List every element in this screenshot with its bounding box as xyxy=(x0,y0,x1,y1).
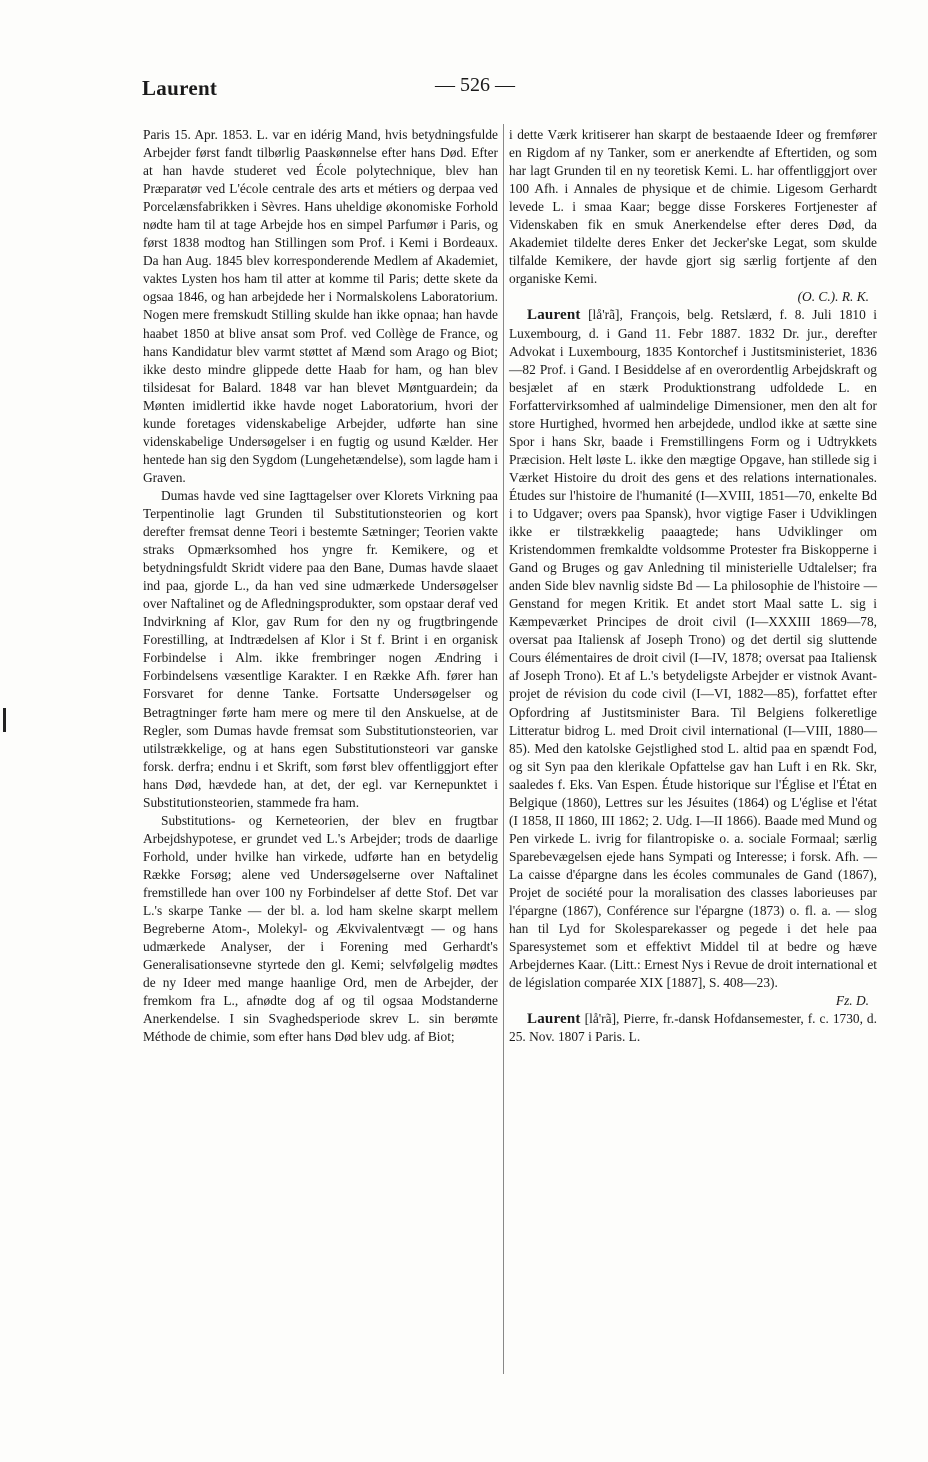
page-header xyxy=(130,68,820,108)
entry-body: [lå'rã], Pierre, fr.-dansk Hofdansemester, f. c. 1730, d. 25. Nov. 1807 i Paris. L. xyxy=(509,1011,877,1045)
paragraph: Paris 15. Apr. 1853. L. var en idérig Mand, hvis betydningsfulde Arbejder først fandt tilbørlig Paaskønnelse efter hans Død. Efter at han havde studeret ved École polytechnique, blev han Præparatør ved L'école centrale des arts et métiers og derpaa ved Porcelænsfabrikken i Sèvres. Hans uheldige økonomiske Forhold nødte ham til at tage Arbejde hos en simpel Parfumør i Paris, og først 1838 modtog han Stillingen som Prof. i Kemi i Bordeaux. Da han Aug. 1845 blev korresponderende Medlem af Akademiet, vaktes Lysten hos ham til atter at komme til Paris; dette skete da ogsaa 1846, og han arbejdede her i Normalskolens Laboratorium. Nogen mere fremskudt Stilling skulde han ikke opnaa; han havde haabet 1850 at blive ansat som Prof. ved Collège de France, og hans Kandidatur blev varmt støttet af Mænd som Arago og Biot; ikke desto mindre glippede dette Haab for ham, og han blev tilsidesat for Balard. 1848 var han blevet Møntguardein; da Mønten imidlertid ikke havde noget Laboratorium, hvori der kunde foretages videnskabelige Arbejder, udførte han sine videnskabelige Undersøgelser i en fugtig og usund Kælder. Her hentede han sig den Sygdom (Lungehetændelse), som lagde ham i Graven. xyxy=(143,127,498,485)
author-signature: Fz. D. xyxy=(835,993,869,1009)
right-column xyxy=(509,126,877,1046)
margin-mark xyxy=(3,708,6,732)
entry-body: [lå'rã], François, belg. Retslærd, f. 8. Juli 1810 i Luxembourg, d. i Gand 11. Febr 1887. 1832 Dr. jur., derefter Advokat i Luxembourg, 1835 Kontorchef i Justitsministeriet, 1836—82 Prof. i Gand. I Besiddelse af en overordentlig Arbejdskraft og besjælet af en stærk Produktionstrang udfoldede L. en Forfattervirksomhed af ualmindelige Dimensioner, men den alt for store Hurtighed, hvormed hen arbejdede, undlod ikke at sætte sine Spor i hans Skr, baade i Fremstillingens Form og i Udtrykkets Præcision. Helt løste L. ikke den mægtige Opgave, han stillede sig i Værket Histoire du droit des gens et des relations internationales. Études sur l'histoire de l'humanité (I—XVIII, 1851—70, enkelte Bd i to Udgaver; overs paa Spansk), hvor vigtige Faser i Udviklingen ikke er tilstrækkelig paaagtede; hans Udviklinger om Kristendommen fremkaldte voldsomme Protester fra Biskopperne i Gand og Bruges og gav Anledning til ministerielle Udtalelser; fra anden Side blev navnlig sidste Bd — La philosophie de l'histoire — Genstand for megen Kritik. Et andet stort Maal satte L. sig i Kæmpeværket Principes de droit civil (I—XXXIII 1869—78, oversat paa Italiensk af Joseph Trono) og det dertil sig sluttende Cours élémentaires de droit civil (I—IV, 1878; oversat paa Italiensk af Joseph Trono). Et af L.'s betydeligste Arbejder er vistnok Avant-projet de révision du code civil (I—VI, 1882—85), forfattet efter Opfordring af Justitsminister Bara. Til Belgiens folkeretlige Litteratur bidrog L. med Droit civil international (I—VIII, 1880—85). Med den katolske Gejstlighed stod L. altid paa en spændt Fod, og sit Syn paa den klerikale Opfattelse gav han Luft i en Rk. Skr, saaledes f. Eks. Van Espen. Étude historique sur l'Église et l'État en Belgique (1860), Lettres sur les Jésuites (1864) og L'église et l'état (I 1858, II 1860, III 1862; 2. Udg. I—II 1866). Baade med Mund og Pen virkede L. ivrig for filantropiske o. a. sociale Formaal; særlig Sparebevægelsen ejede hans Sympati og Interesse; i forsk. Afh. — La caisse d'épargne dans les écoles communales de Gand (1867), Projet de société pour la moralisation des classes laborieuses par l'épargne (1867), Conférence sur l'épargne (1873) o. fl. a. — slog han til Lyd for Skolesparekasser og pegede i det hele paa Sparesystemet som et effektivt Middel til at bedre og hæve Arbejdernes Kaar. (Litt.: Ernest Nys i Revue de droit international et de législation comparée XIX [1887], S. 408—23). xyxy=(509,307,877,991)
entry-headword: Laurent xyxy=(527,1011,581,1028)
paragraph: Substitutions- og Kerneteorien, der blev en frugtbar Arbejdshypotese, er grundet ved L.'s Arbejder; trods de daarlige Forhold, under hvilke han virkede, udførte han en betydelig Række Forsøg; alene ved Undersøgelserne over Naftalinet fremstillede han over 100 ny Forbindelser af dette Stof. Det var L.'s skarpe Tanke — der bl. a. lod ham skelne skarpt mellem Begreberne Atom-, Molekyl- og Ækvivalentvægt — og hans udmærkede Analyser, der i Forening med Gerhardt's Generalisationsevne styrtede den gl. Kemi; selvfølgelig mødtes de ny Ideer med mange haanlige Ord, men de Arbejder, der fremkom fra L., afnødte dog af og til ogsaa Modstanderne Anerkendelse. I sin Svaghedsperiode skrev L. sin berømte Méthode de chimie, som efter hans Død blev udg. af Biot; xyxy=(143,812,498,1045)
author-signature: (O. C.). R. K. xyxy=(797,289,869,305)
running-head: Laurent xyxy=(142,76,218,100)
paragraph: Dumas havde ved sine Iagttagelser over Klorets Virkning paa Terpentinolie lagt Grunden til Substitutionsteorien og kort derefter fremsat denne Teori i bestemte Sætninger; Teorien vakte straks Opmærksomhed hos yngre fr. Kemikere, og et betydningsfuldt Skridt videre paa den Bane, Dumas havde slaaet ind paa, gjorde L., da han ved sine udmærkede Undersøgelser over Naftalinet og de Afledningsprodukter, som opstaar deraf ved Indvirkning af Klor, gav Rum for den ny og frugtbringende Forestilling, at Indtrædelsen af Klor i St f. Brint i en organisk Forbindelse i Alm. ikke frembringer nogen Ændring i Forbindelsens væsentlige Karakter. I en Række Afh. fører han Forsvaret for denne Tanke. Fortsatte Undersøgelser og Betragtninger førte ham mere og mere til den Anskuelse, at de Regler, som Dumas havde fremsat som Substitutionsteorien, var utilstrækkelige, og at hans egen Substitutionsteori var ganske forsk. derfra; endnu i et Skrift, som først blev offentliggjort efter hans Død, hævdede han, at det, der egl. var Kernepunktet i Substitutionsteorien, stammede fra ham. xyxy=(143,487,498,810)
paragraph: i dette Værk kritiserer han skarpt de bestaaende Ideer og fremfører en Rigdom af ny Tanker, som er anerkendte af Eftertiden, og som har lagt Grunden til en ny teoretisk Kemi. L. har offentliggjort over 100 Afh. i Annales de physique et de chimie. Ligesom Gerhardt levede L. i smaa Kaar; begge disse Forskeres Fortjenester af Videnskaben fik en smuk Anerkendelse efter deres Død, da Akademiet tildelte deres Enker det Jecker'ske Legat, som skulde tilfalde Kemikere, der havde gjort sig særlig fortjente af den organiske Kemi. xyxy=(509,127,877,287)
entry-laurent-francois xyxy=(509,306,877,992)
column-divider xyxy=(503,124,504,1374)
entry-laurent-pierre xyxy=(509,1010,877,1046)
page-number: — 526 — xyxy=(435,74,515,96)
entry-headword: Laurent xyxy=(527,307,581,324)
left-column xyxy=(143,126,498,1046)
